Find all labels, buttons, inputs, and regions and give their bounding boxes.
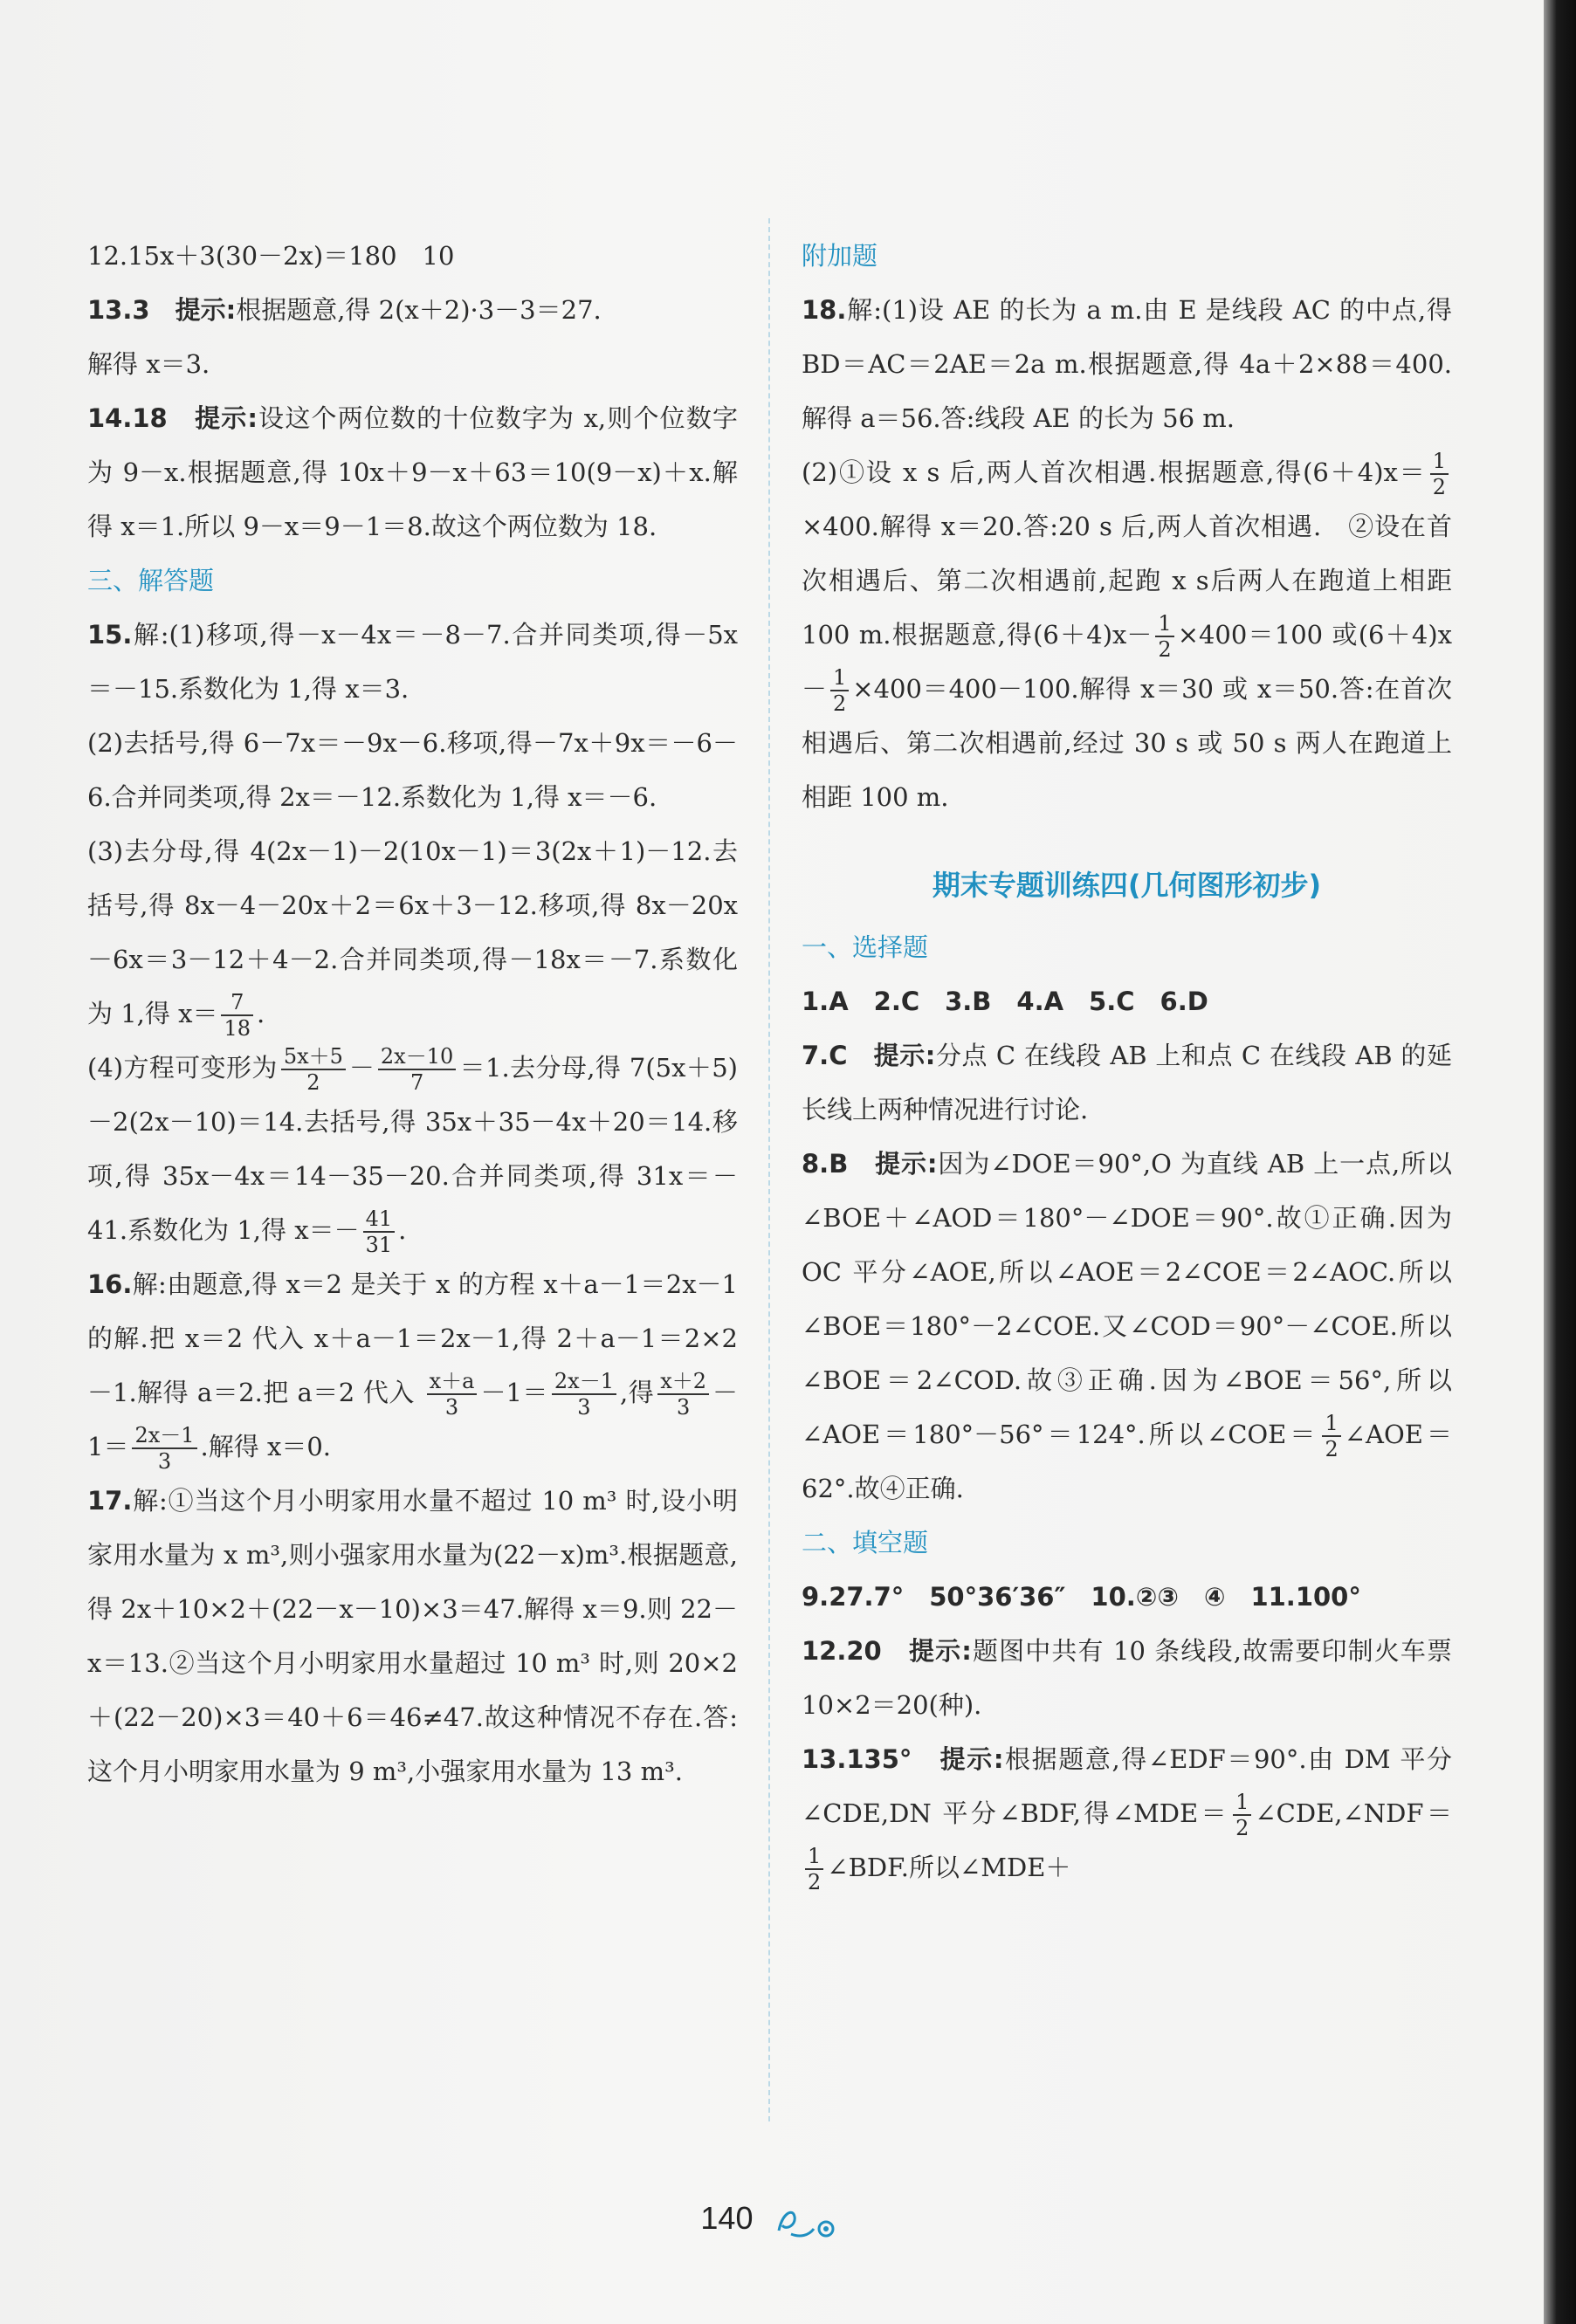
fraction: $\frac{41}{31}$ bbox=[363, 1207, 396, 1257]
fraction: $\frac{x+2}{3}$ bbox=[657, 1369, 709, 1420]
answer-12-geo: 12.20 提示:题图中共有 10 条线段,故需要印制火车票 10×2＝20(种). bbox=[802, 1636, 1452, 1720]
column-divider bbox=[768, 218, 770, 2121]
answer-17: 17.解:①当这个月小明家用水量不超过 10 m³ 时,设小明家用水量为 x m³,则小强家用水量为(22－x)m³.根据题意,得 2x＋10×2＋(22－x－10)×3＝47.解得 x＝9.则 22－x＝13.②当这个月小明家用水量超过 10 m³ 时,则 20×2＋(22－20)×3＝40＋6＝46≠47.故这种情况不存在.答:这个月小明家用水量为 9 m³,小强家用水量为 13 m³. bbox=[87, 1486, 738, 1786]
answer-15-4: (4)方程可变形为 $\frac{5x+5}{2}$ － $\frac{2x-10}{7}$ ＝1.去分母,得 7(5x＋5)－2(2x－10)＝14.去括号,得 35x＋35－4x＋20＝14.移项,得 35x－4x＝14－35－20.合并同类项,得 31x＝－41.系数化为 1,得 x＝－ $\frac{41}{31}$ . bbox=[87, 1044, 738, 1257]
wave-swirl-logo-icon bbox=[774, 2204, 843, 2246]
fraction: $\frac{1}{2}$ bbox=[1155, 611, 1173, 662]
answer-8: 8.B 提示:因为∠DOE＝90°,O 为直线 AB 上一点,所以∠BOE＋∠AOD＝180°－∠DOE＝90°.故①正确.因为 OC 平分∠AOE,所以∠AOE＝2∠COE＝2∠AOC.所以∠BOE＝180°－2∠COE.又∠COD＝90°－∠COE.所以∠BOE＝2∠COD.故③正确.因为∠BOE＝56°,所以∠AOE＝180°－56°＝124°.所以∠COE＝ $\frac{1}{2}$ ∠AOE＝62°.故④正确. bbox=[802, 1149, 1452, 1503]
book-spine-shadow bbox=[1544, 0, 1576, 2324]
fraction: $\frac{1}{2}$ bbox=[1233, 1790, 1251, 1840]
answer-7: 7.C 提示:分点 C 在线段 AB 上和点 C 在线段 AB 的延长线上两种情况进行讨论. bbox=[802, 1041, 1452, 1124]
answer-16: 16.解:由题意,得 x＝2 是关于 x 的方程 x＋a－1＝2x－1 的解.把 x＝2 代入 x＋a－1＝2x－1,得 2＋a－1＝2×2－1.解得 a＝2.把 a＝2 代入 $\frac{x+a}{3}$ －1＝ $\frac{2x-1}{3}$ ,得 $\frac{x+2}{3}$ －1＝ $\frac{2x-1}{3}$ .解得 x＝0. bbox=[87, 1269, 739, 1474]
answer-15-1: 15.解:(1)移项,得－x－4x＝－8－7.合并同类项,得－5x＝－15.系数化为 1,得 x＝3. bbox=[87, 620, 738, 704]
answer-15-2: (2)去括号,得 6－7x＝－9x－6.移项,得－7x＋9x＝－6－6.合并同类项,得 2x＝－12.系数化为 1,得 x＝－6. bbox=[87, 728, 738, 812]
answer-14: 14.18 提示:设这个两位数的十位数字为 x,则个位数字为 9－x.根据题意,得 10x＋9－x＋63＝10(9－x)＋x.解得 x＝1.所以 9－x＝9－1＝8.故这个两位数为 18. bbox=[87, 403, 738, 541]
fraction: $\frac{2x-10}{7}$ bbox=[378, 1044, 456, 1095]
fraction: $\frac{7}{18}$ bbox=[221, 990, 253, 1041]
left-column bbox=[87, 229, 738, 1798]
answer-13: 13.3 提示:根据题意,得 2(x＋2)·3－3＝27. bbox=[87, 295, 602, 325]
right-column bbox=[802, 229, 1452, 1894]
fraction: $\frac{x+a}{3}$ bbox=[427, 1369, 478, 1420]
extra-heading: 附加题 bbox=[802, 241, 878, 271]
page-footer bbox=[0, 2200, 1544, 2246]
answer-18-2: (2)①设 x s 后,两人首次相遇.根据题意,得(6＋4)x＝ $\frac{1}{2}$ ×400.解得 x＝20.答:20 s 后,两人首次相遇. ②设在首次相遇后、第二次相遇前,起跑 x s后两人在跑道上相距 100 m.根据题意,得(6＋4)x－ $\frac{1}{2}$ ×400＝100 或(6＋4)x－ $\frac{1}{2}$ ×400＝400－100.解得 x＝30 或 x＝50.答:在首次相遇后、第二次相遇前,经过 30 s 或 50 s 两人在跑道上相距 100 m. bbox=[802, 449, 1453, 812]
fraction: $\frac{5x+5}{2}$ bbox=[281, 1044, 346, 1095]
section-heading-2: 二、填空题 bbox=[802, 1528, 929, 1557]
fraction: $\frac{1}{2}$ bbox=[1430, 449, 1449, 499]
answer-15-3: (3)去分母,得 4(2x－1)－2(10x－1)＝3(2x＋1)－12.去括号,得 8x－4－20x＋2＝6x＋3－12.移项,得 8x－20x－6x＝3－12＋4－2.合并同类项,得－18x＝－7.系数化为 1,得 x＝ $\frac{7}{18}$ . bbox=[87, 836, 738, 1041]
section-heading-1: 一、选择题 bbox=[802, 932, 929, 962]
chapter-title: 期末专题训练四(几何图形初步) bbox=[932, 869, 1322, 902]
answer-12: 12.15x＋3(30－2x)＝180 10 bbox=[87, 241, 455, 271]
answer-18-1: 18.解:(1)设 AE 的长为 a m.由 E 是线段 AC 的中点,得 BD＝AC＝2AE＝2a m.根据题意,得 4a＋2×88＝400.解得 a＝56.答:线段 AE 的长为 56 m. bbox=[802, 295, 1452, 433]
fraction: $\frac{2x-1}{3}$ bbox=[552, 1369, 616, 1420]
fraction: $\frac{1}{2}$ bbox=[1322, 1411, 1340, 1461]
page-number: 140 bbox=[700, 2200, 754, 2236]
fraction: $\frac{1}{2}$ bbox=[830, 665, 849, 716]
fraction: $\frac{1}{2}$ bbox=[805, 1844, 823, 1894]
fraction: $\frac{2x-1}{3}$ bbox=[132, 1423, 196, 1474]
section-heading-3: 三、解答题 bbox=[87, 566, 215, 595]
answer-13-geo: 13.135° 提示:根据题意,得∠EDF＝90°.由 DM 平分∠CDE,DN 平分∠BDF,得∠MDE＝ $\frac{1}{2}$ ∠CDE,∠NDF＝ $\frac{1}{2}$ ∠BDF.所以∠MDE＋ bbox=[802, 1744, 1452, 1894]
fill-blank-answers: 9.27.7° 50°36′36″ 10.②③ ④ 11.100° bbox=[802, 1582, 1361, 1612]
multiple-choice-answers: 1.A 2.C 3.B 4.A 5.C 6.D bbox=[802, 987, 1208, 1016]
answer-13-cont: 解得 x＝3. bbox=[87, 349, 210, 379]
